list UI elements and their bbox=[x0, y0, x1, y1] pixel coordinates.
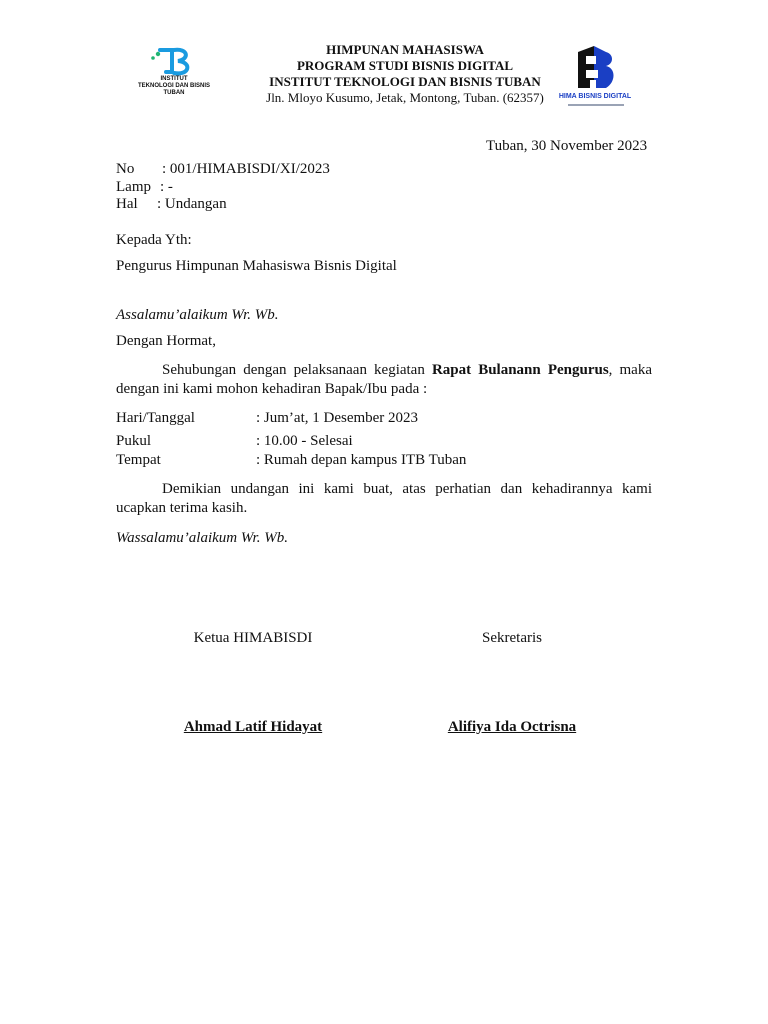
body-text-post: , maka dengan ini kami mohon kehadiran Bapak/Ibu pada : bbox=[116, 362, 652, 397]
meta-hal-label: Hal bbox=[116, 196, 138, 212]
itb-caption-line2: TEKNOLOGI DAN BISNIS bbox=[137, 83, 210, 89]
salutation: Dengan Hormat, bbox=[116, 333, 216, 349]
body-paragraph bbox=[116, 361, 652, 399]
hima-logo-mark-icon bbox=[550, 44, 640, 92]
signature-left-title: Ketua HIMABISDI bbox=[193, 630, 313, 646]
greeting: Assalamu’alaikum Wr. Wb. bbox=[116, 307, 279, 323]
recipient-name: Pengurus Himpunan Mahasiswa Bisnis Digital bbox=[116, 258, 397, 274]
meta-no-label: No bbox=[116, 161, 135, 177]
institute-name: INSTITUT TEKNOLOGI DAN BISNIS TUBAN bbox=[269, 74, 541, 89]
farewell: Wassalamu’alaikum Wr. Wb. bbox=[116, 530, 288, 546]
recipient-to: Kepada Yth: bbox=[116, 232, 192, 248]
hima-logo-caption: HIMA BISNIS DIGITAL bbox=[558, 93, 632, 100]
meta-no-value: : 001/HIMABISDI/XI/2023 bbox=[162, 161, 330, 177]
schedule-place-value: : Rumah depan kampus ITB Tuban bbox=[256, 452, 467, 468]
closing-paragraph bbox=[116, 480, 652, 518]
schedule-time-label: Pukul bbox=[116, 433, 152, 449]
hima-logo-subline bbox=[568, 104, 624, 106]
org-name: HIMPUNAN MAHASISWA bbox=[326, 42, 484, 57]
schedule-day-label: Hari/Tanggal bbox=[116, 410, 195, 426]
letter-date: Tuban, 30 November 2023 bbox=[486, 138, 648, 154]
signature-right-title: Sekretaris bbox=[482, 630, 542, 646]
body-text-pre: Sehubungan dengan pelaksanaan kegiatan bbox=[162, 362, 432, 378]
event-name: Rapat Bulanann Pengurus bbox=[431, 362, 609, 378]
meta-lamp-label: Lamp bbox=[116, 179, 151, 195]
org-address: Jln. Mloyo Kusumo, Jetak, Montong, Tuban. (62357) bbox=[266, 90, 544, 105]
signature-right-name: Alifiya Ida Octrisna bbox=[447, 719, 577, 735]
schedule-day-value: : Jum’at, 1 Desember 2023 bbox=[256, 410, 419, 426]
closing-text: Demikian undangan ini kami buat, atas perhatian dan kehadirannya kami ucapkan terima kasih. bbox=[116, 481, 652, 516]
meta-hal-value: : Undangan bbox=[157, 196, 227, 212]
hima-bisnis-digital-logo bbox=[550, 44, 640, 108]
schedule-place-label: Tempat bbox=[116, 452, 161, 468]
itb-caption-line3: TUBAN bbox=[163, 90, 185, 96]
signature-left-name: Ahmad Latif Hidayat bbox=[183, 719, 323, 735]
meta-lamp-value: : - bbox=[160, 179, 173, 195]
schedule-time-value: : 10.00 - Selesai bbox=[256, 433, 353, 449]
itb-caption-line1: INSTITUT bbox=[160, 76, 188, 82]
program-name: PROGRAM STUDI BISNIS DIGITAL bbox=[296, 58, 514, 73]
